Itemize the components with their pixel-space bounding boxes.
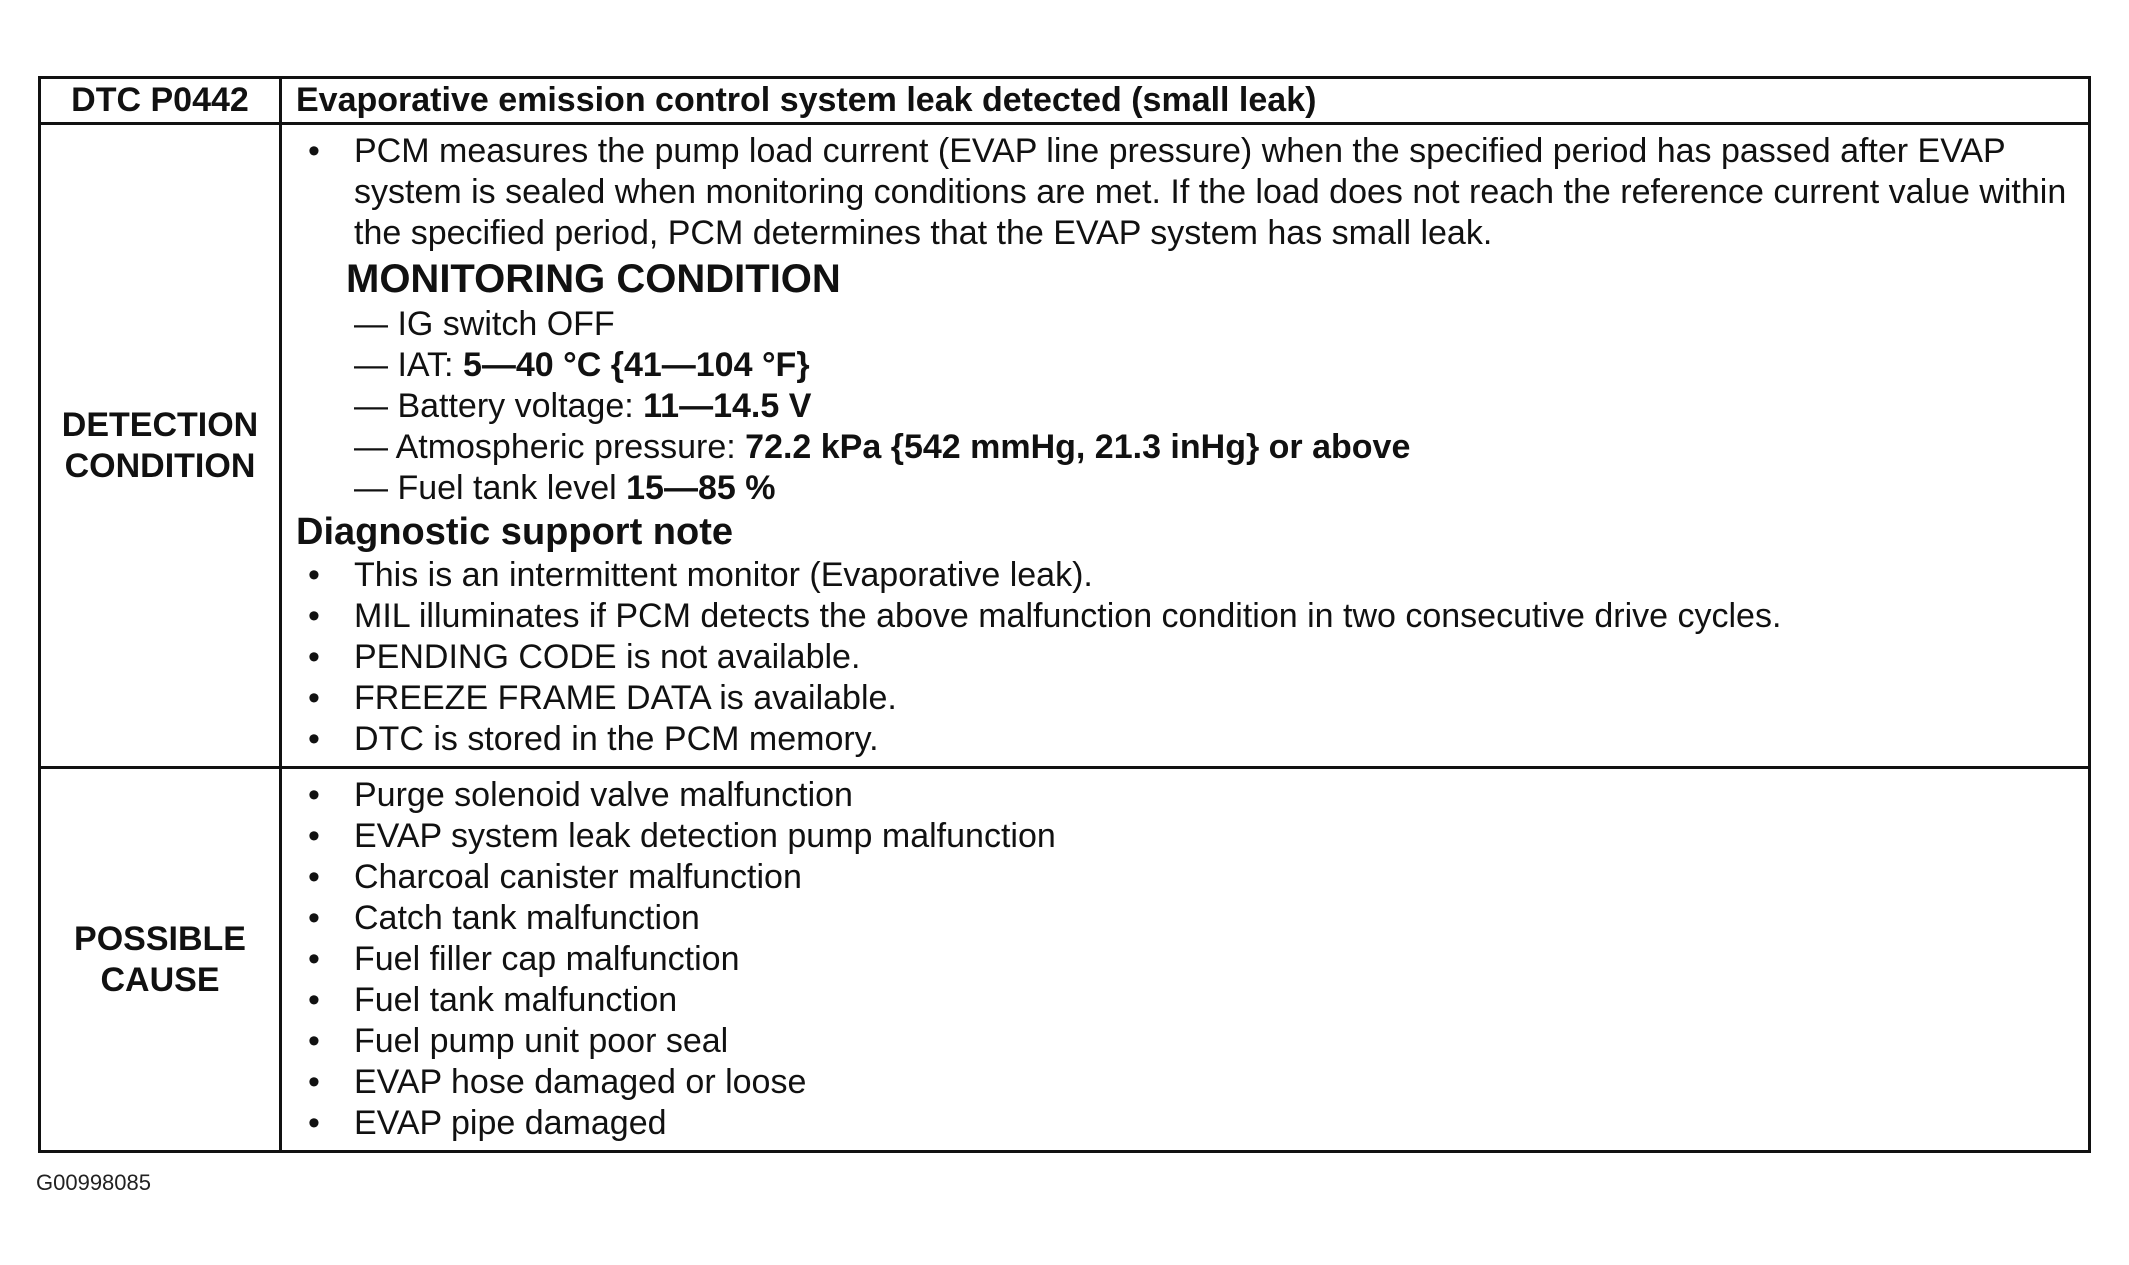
list-item: • MIL illuminates if PCM detects the above malfunction condition in two consecutive drive cycles.	[296, 596, 2074, 637]
list-item: • PENDING CODE is not available.	[296, 637, 2074, 678]
detection-label-line1: DETECTION	[61, 405, 259, 444]
detection-row	[40, 124, 2090, 768]
list-item: • EVAP system leak detection pump malfunction	[296, 816, 2074, 857]
list-item: • FREEZE FRAME DATA is available.	[296, 678, 2074, 719]
condition-atmospheric-pressure	[296, 427, 2074, 468]
detection-description-list	[296, 131, 2074, 254]
diagnostic-notes-list	[296, 555, 2074, 760]
condition-prefix: — Battery voltage:	[354, 387, 644, 425]
header-row	[40, 78, 2090, 124]
detection-content	[281, 124, 2090, 768]
list-item: • Fuel tank malfunction	[296, 980, 2074, 1021]
list-item: • Fuel filler cap malfunction	[296, 939, 2074, 980]
possible-cause-content	[281, 768, 2090, 1152]
dtc-table	[38, 76, 2091, 1153]
possible-cause-label-line2: CAUSE	[100, 960, 220, 999]
list-item: • EVAP pipe damaged	[296, 1103, 2074, 1144]
condition-ig-switch	[296, 304, 2074, 345]
detection-description: • PCM measures the pump load current (EVAP line pressure) when the specified period has passed after EVAP system is sealed when monitoring conditions are met. If the load does not reach the reference current value within the specified period, PCM determines that the EVAP system has small leak.	[296, 131, 2074, 254]
condition-value: 15—85 %	[626, 469, 776, 507]
condition-prefix: — Atmospheric pressure:	[354, 428, 746, 466]
monitoring-conditions	[296, 304, 2074, 509]
condition-value: 5—40 °C {41—104 °F}	[462, 346, 810, 384]
list-item: • Catch tank malfunction	[296, 898, 2074, 939]
possible-cause-list	[296, 775, 2074, 1144]
condition-prefix: — IG switch OFF	[354, 305, 615, 343]
possible-cause-label-line1: POSSIBLE	[74, 919, 246, 958]
dtc-code: DTC P0442	[40, 78, 281, 124]
list-item: • This is an intermittent monitor (Evaporative leak).	[296, 555, 2074, 596]
list-item: • EVAP hose damaged or loose	[296, 1062, 2074, 1103]
condition-prefix: — IAT:	[354, 346, 463, 384]
condition-prefix: — Fuel tank level	[354, 469, 627, 507]
possible-cause-row	[40, 768, 2090, 1152]
condition-iat	[296, 345, 2074, 386]
condition-value: 72.2 kPa {542 mmHg, 21.3 inHg} or above	[745, 428, 1411, 466]
list-item: • Purge solenoid valve malfunction	[296, 775, 2074, 816]
monitoring-heading: MONITORING CONDITION	[346, 257, 841, 301]
condition-battery-voltage	[296, 386, 2074, 427]
list-item: • Charcoal canister malfunction	[296, 857, 2074, 898]
list-item: • DTC is stored in the PCM memory.	[296, 719, 2074, 760]
possible-cause-label	[40, 768, 281, 1152]
detection-label-line2: CONDITION	[64, 446, 256, 485]
condition-fuel-tank-level	[296, 468, 2074, 509]
figure-id: G00998085	[36, 1170, 151, 1195]
list-item: • Fuel pump unit poor seal	[296, 1021, 2074, 1062]
condition-value: 11—14.5 V	[643, 387, 812, 425]
dtc-title: Evaporative emission control system leak detected (small leak)	[281, 78, 2090, 124]
detection-label	[40, 124, 281, 768]
diagnostic-note-heading: Diagnostic support note	[296, 511, 733, 553]
